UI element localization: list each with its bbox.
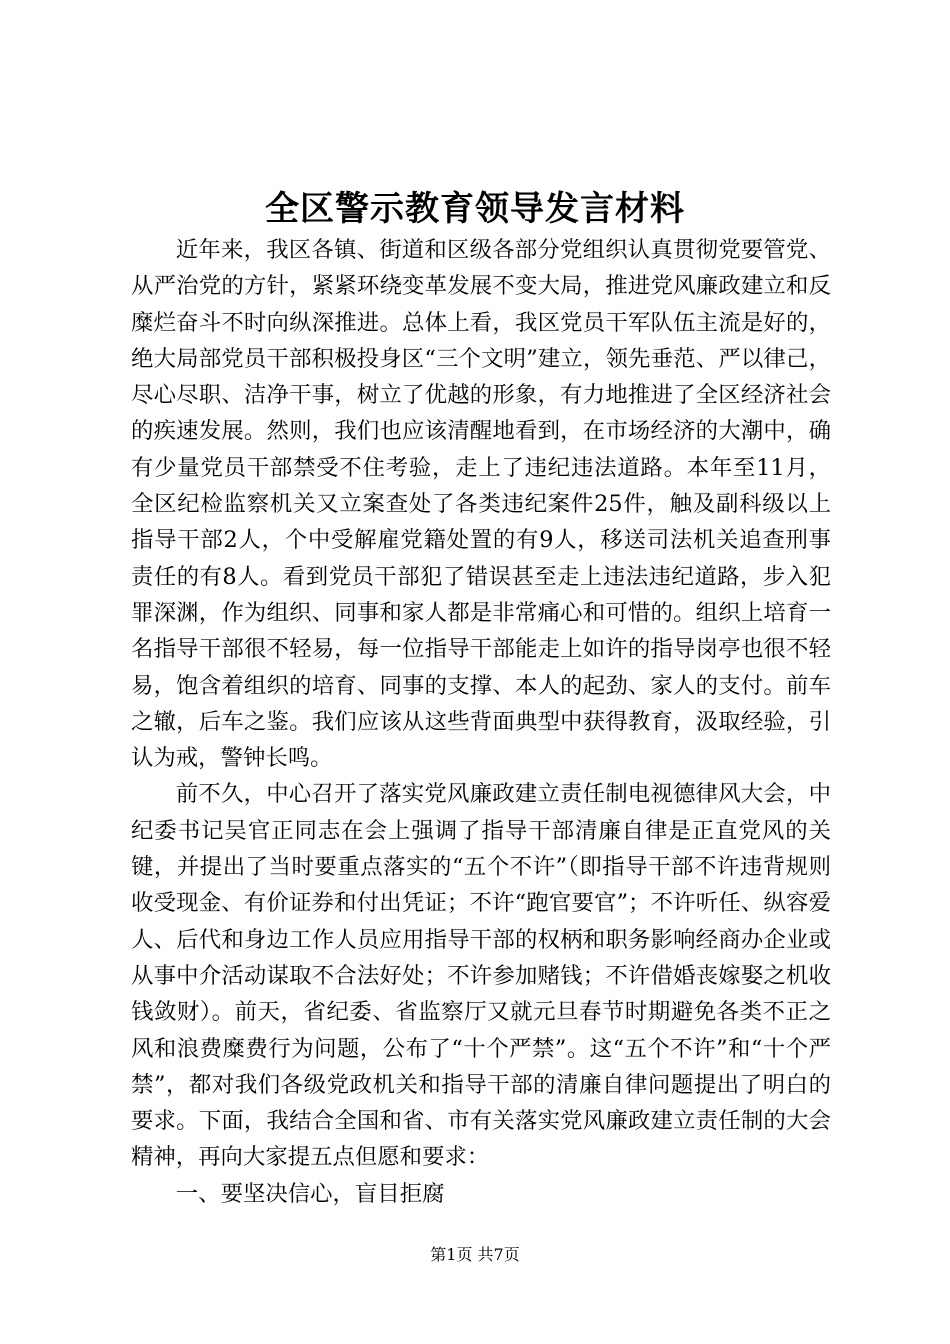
- paragraph-1: 近年来，我区各镇、街道和区级各部分党组织认真贯彻党要管党、从严治党的方针，紧紧环绕变革发展不变大局，推进党风廉政建立和反糜烂奋斗不时向纵深推进。总体上看，我区党员干军队伍主流是好的，绝大局部党员干部积极投身区“三个文明”建立，领先垂范、严以律己，尽心尽职、洁净干事，树立了优越的形象，有力地推进了全区经济社会的疾速发展。然则，我们也应该清醒地看到，在市场经济的大潮中，确有少量党员干部禁受不住考验，走上了违纪违法道路。本年至11月，全区纪检监察机关又立案查处了各类违纪案件25件，触及副科级以上指导干部2人，个中受解雇党籍处置的有9人，移送司法机关追查刑事责任的有8人。看到党员干部犯了错误甚至走上违法违纪道路，步入犯罪深渊，作为组织、同事和家人都是非常痛心和可惜的。组织上培育一名指导干部很不轻易，每一位指导干部能走上如许的指导岗亭也很不轻易，饱含着组织的培育、同事的支撑、本人的起劲、家人的支付。前车之辙，后车之鉴。我们应该从这些背面典型中获得教育，汲取经验，引认为戒，警钟长鸣。: [131, 237, 831, 772]
- section-heading: 一、要坚决信心，盲目拒腐: [175, 1180, 445, 1207]
- paragraph-2: 前不久，中心召开了落实党风廉政建立责任制电视德律风大会，中纪委书记吴官正同志在会上强调了指导干部清廉自律是正直党风的关键，并提出了当时要重点落实的“五个不许”（即指导干部不许违背规则收受现金、有价证券和付出凭证；不许“跑官要官”；不许听任、纵容爱人、后代和身边工作人员应用指导干部的权柄和职务影响经商办企业或从事中介活动谋取不合法好处；不许参加赌钱；不许借婚丧嫁娶之机收钱敛财）。前天，省纪委、省监察厅又就元旦春节时期避免各类不正之风和浪费糜费行为问题，公布了“十个严禁”。这“五个不许”和“十个严禁”，都对我们各级党政机关和指导干部的清廉自律问题提出了明白的要求。下面，我结合全国和省、市有关落实党风廉政建立责任制的大会精神，再向大家提五点但愿和要求：: [131, 781, 831, 1171]
- page-footer: 第1页 共7页: [430, 1245, 520, 1264]
- document-title: 全区警示教育领导发言材料: [265, 189, 685, 229]
- document-body: [131, 232, 831, 1212]
